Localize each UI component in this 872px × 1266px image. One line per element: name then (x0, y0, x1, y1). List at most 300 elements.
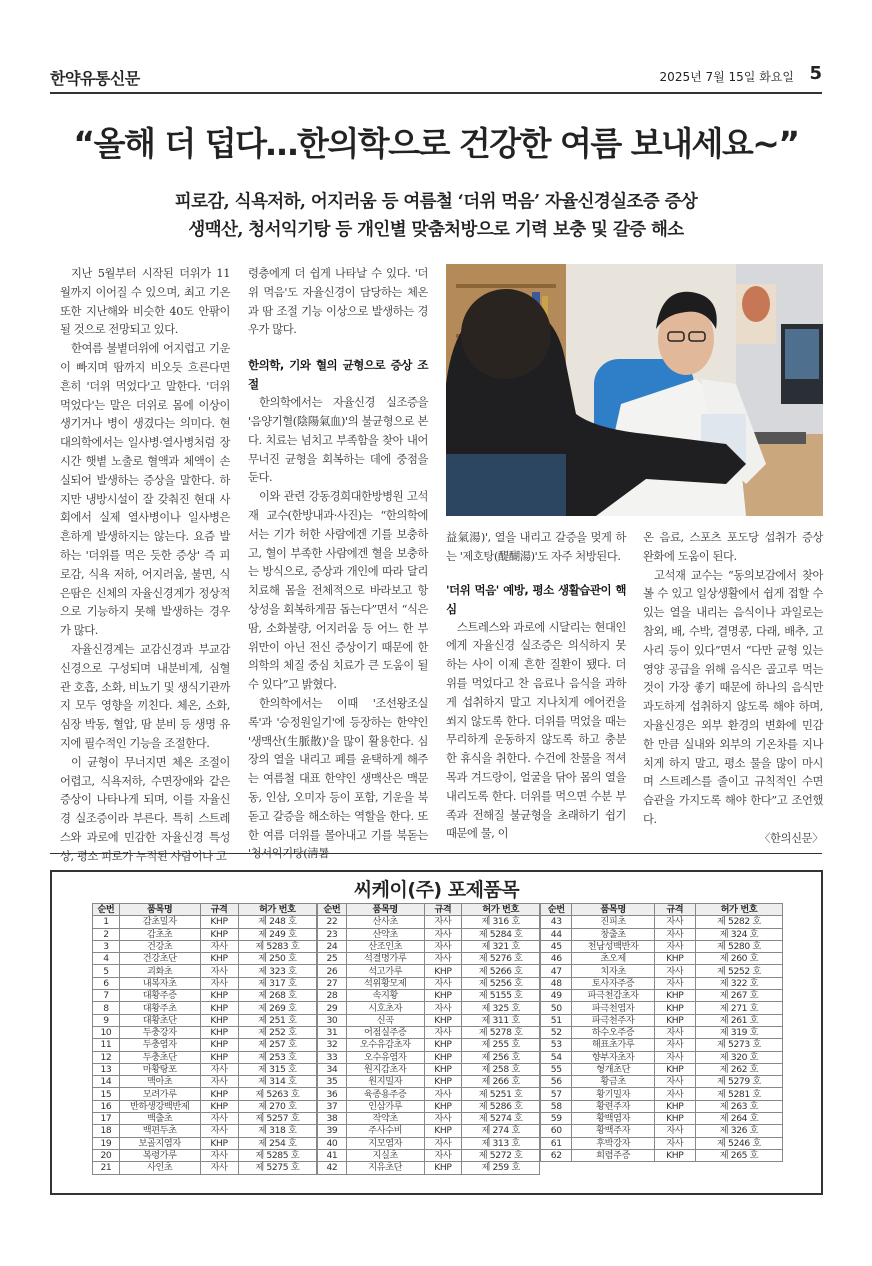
table-cell: 자사 (424, 940, 462, 952)
article-source: 〈한의신문〉 (759, 831, 823, 845)
table-cell: 감초초 (119, 928, 200, 940)
table-cell: 자사 (654, 965, 695, 977)
table-cell: 39 (318, 1125, 347, 1137)
table-cell: 20 (93, 1149, 120, 1161)
table-cell: KHP (424, 990, 462, 1002)
table-cell: 자사 (200, 965, 238, 977)
table-row (93, 1125, 317, 1137)
table-cell: 11 (93, 1039, 120, 1051)
table-cell: 38 (318, 1113, 347, 1125)
table-cell: 10 (93, 1026, 120, 1038)
table-row (541, 990, 783, 1002)
table-row (93, 953, 317, 965)
table-cell: 제 261 호 (695, 1014, 782, 1026)
table-cell: 자사 (654, 916, 695, 928)
table-row (93, 965, 317, 977)
table-cell: KHP (424, 1076, 462, 1088)
table-cell: 제 264 호 (695, 1113, 782, 1125)
table-cell: 제 5283 호 (238, 940, 316, 952)
table-row (541, 1014, 783, 1026)
table-cell: 19 (93, 1137, 120, 1149)
table-row (541, 928, 783, 940)
table-row (541, 1100, 783, 1112)
table-cell: 제 5272 호 (462, 1149, 540, 1161)
table-cell: 자사 (424, 953, 462, 965)
table-cell: 반하생강백반제 (119, 1100, 200, 1112)
table-row (318, 1113, 540, 1125)
table-cell: 62 (541, 1149, 572, 1161)
article-column-4 (643, 529, 823, 849)
table-cell: 자사 (424, 916, 462, 928)
table-row (318, 1026, 540, 1038)
table-cell: 제 315 호 (238, 1063, 316, 1075)
table-cell: 제 5263 호 (238, 1088, 316, 1100)
page-number: 5 (809, 63, 822, 84)
column-header: 허가 번호 (695, 904, 782, 916)
column-header: 순번 (93, 904, 120, 916)
paragraph: 스트레스와 과로에 시달리는 현대인에게 자율신경 실조증은 의식하지 못하는 사이 이제 흔한 질환이 됐다. 더위를 먹었다고 찬 음료나 음식을 과하게 섭취하지 말고 지나치게 에어컨을 쐬지 않도록 한다. 더위를 먹었을 때는 무리하게 운동하지 않도록 하고 충분한 휴식을 취한다. 수건에 찬물을 적셔 목과 겨드랑이, 얼굴을 닦아 몸의 열을 내리도록 한다. 더위를 먹으면 수분 부족과 전해질 불균형을 초래하기 쉽기 때문에 물, 이 (446, 620, 626, 841)
table-cell: 자사 (654, 1076, 695, 1088)
table-row (318, 990, 540, 1002)
table-cell: 제 5280 호 (695, 940, 782, 952)
table-cell: 석고가루 (346, 965, 424, 977)
table-row (93, 1039, 317, 1051)
table-cell: 13 (93, 1063, 120, 1075)
table-cell: 백편두초 (119, 1125, 200, 1137)
table-cell: 제 254 호 (238, 1137, 316, 1149)
table-cell: KHP (654, 1002, 695, 1014)
table-cell: 자사 (654, 1137, 695, 1149)
table-row (541, 1137, 783, 1149)
table-row (318, 1076, 540, 1088)
table-cell: 지모염자 (346, 1137, 424, 1149)
doctor-consultation-photo (446, 264, 823, 516)
table-cell: 제 5252 호 (695, 965, 782, 977)
table-row (318, 1063, 540, 1075)
table-cell: 자사 (200, 1125, 238, 1137)
table-cell: KHP (200, 1100, 238, 1112)
table-cell: 21 (93, 1162, 120, 1174)
table-cell: 42 (318, 1162, 347, 1174)
table-cell: 자사 (654, 940, 695, 952)
table-cell: 파극천주자 (572, 1014, 654, 1026)
table-cell: 37 (318, 1100, 347, 1112)
section-heading: '더위 먹음' 예방, 평소 생활습관이 핵심 (446, 582, 626, 616)
table-cell: 황백염자 (572, 1113, 654, 1125)
table-cell: KHP (654, 1063, 695, 1075)
table-row (93, 990, 317, 1002)
table-cell: 자사 (200, 1162, 238, 1174)
table-row (318, 1100, 540, 1112)
table-cell: 6 (93, 977, 120, 989)
table-cell: 제 266 호 (462, 1076, 540, 1088)
table-cell: 자사 (424, 928, 462, 940)
table-cell: 3 (93, 940, 120, 952)
table-row (93, 1063, 317, 1075)
table-cell: 8 (93, 1002, 120, 1014)
table-cell: 자사 (424, 977, 462, 989)
table-cell: 자사 (200, 940, 238, 952)
paragraph: 이 균형이 무너지면 체온 조절이 어렵고, 식욕저하, 수면장애와 같은 증상이 나타나게 되며, 이를 자율신경 실조증이라 부른다. 특히 스트레스와 과로에 민감한 자율신경 특성상, 평소 피로가 누적된 사람이나 고 (60, 755, 230, 863)
table-cell: 제 5273 호 (695, 1039, 782, 1051)
product-table-3 (540, 903, 783, 1162)
table-cell: KHP (424, 1051, 462, 1063)
table-row (318, 916, 540, 928)
table-cell: 보골지염자 (119, 1137, 200, 1149)
table-row (93, 1002, 317, 1014)
table-cell: 2 (93, 928, 120, 940)
paragraph: 이와 관련 강동경희대한방병원 고석재 교수(한방내과·사진)는 “한의학에서는 기가 허한 사람에겐 기를 보충하고, 혈이 부족한 사람에겐 혈을 보충하는 방식으로, 증상과 개인에 따라 달리 치료해 몸을 전체적으로 바라보고 항상성을 회복하게끔 돕는다”면서 “식은땀, 소화불량, 어지러움 등 어느 한 부위만이 아닌 전신 증상이기 때문에 한의학의 체질 중심 치료가 큰 도움이 될 수 있다”고 밝혔다. (248, 490, 428, 692)
table-cell: 제 249 호 (238, 928, 316, 940)
table-cell: 자사 (654, 977, 695, 989)
table-cell: 주사수비 (346, 1125, 424, 1137)
table-cell: KHP (200, 1014, 238, 1026)
table-cell: 진피초 (572, 916, 654, 928)
table-cell: 천남성백반자 (572, 940, 654, 952)
table-row (541, 1076, 783, 1088)
table-cell: 61 (541, 1137, 572, 1149)
column-header: 품목명 (346, 904, 424, 916)
table-cell: 자사 (200, 1113, 238, 1125)
table-row (93, 916, 317, 928)
table-cell: 시호초자 (346, 1002, 424, 1014)
table-cell: 하수오주증 (572, 1026, 654, 1038)
table-cell: 57 (541, 1088, 572, 1100)
table-row (93, 1088, 317, 1100)
table-cell: 산사초 (346, 916, 424, 928)
table-cell: 34 (318, 1063, 347, 1075)
article-column-3 (446, 529, 626, 844)
table-cell: 맥아초 (119, 1076, 200, 1088)
table-cell: 5 (93, 965, 120, 977)
table-cell: 45 (541, 940, 572, 952)
table-cell: 제 269 호 (238, 1002, 316, 1014)
table-cell: 신곡 (346, 1014, 424, 1026)
product-list-title: 씨케이(주) 포제품목 (353, 879, 520, 901)
column-header: 순번 (541, 904, 572, 916)
table-cell: 제 317 호 (238, 977, 316, 989)
table-cell: KHP (200, 1051, 238, 1063)
table-cell: 형개초단 (572, 1063, 654, 1075)
table-cell: 4 (93, 953, 120, 965)
photo-illustration (446, 264, 823, 516)
table-cell: 자사 (200, 1149, 238, 1161)
table-cell: 토사자주증 (572, 977, 654, 989)
section-heading: 한의학, 기와 혈의 균형으로 증상 조절 (248, 358, 428, 392)
table-cell: 제 5274 호 (462, 1113, 540, 1125)
table-cell: 제 311 호 (462, 1014, 540, 1026)
table-header-row (318, 904, 540, 916)
table-row (318, 1014, 540, 1026)
paragraph: 한여름 불볕더위에 어지럽고 기운이 빠지며 땀까지 비오듯 흐른다면 흔히 '더위 먹었다'고 말한다. '더위 먹었다'는 말은 더위로 몸에 이상이 생기거나 병이 생겼다는 의미다. 현대의학에서는 일사병·열사병처럼 장시간 햇볕 노출로 혈액과 체액이 손실되어 발생하는 증상을 말한다. 하지만 냉방시설이 잘 갖춰진 현대 사회에서 실제 열사병이나 일사병은 흔하게 발생하지는 않는다. 요즘 발하는 '더위를 먹은 듯한 증상' 즉 피로감, 식욕 저하, 어지러움, 불면, 식은땀은 신체의 자율신경계가 정상적으로 기능하지 못해 발생하는 경우가 많다. (60, 342, 230, 638)
table-cell: 석결명가루 (346, 953, 424, 965)
table-cell: 제 270 호 (238, 1100, 316, 1112)
table-cell: 제 318 호 (238, 1125, 316, 1137)
table-cell: 제 248 호 (238, 916, 316, 928)
table-cell: 오수유감초자 (346, 1039, 424, 1051)
table-cell: 47 (541, 965, 572, 977)
table-cell: KHP (200, 1002, 238, 1014)
table-cell: KHP (654, 1100, 695, 1112)
table-cell: 자사 (424, 1149, 462, 1161)
table-cell: 인삼가루 (346, 1100, 424, 1112)
table-cell: 모려가루 (119, 1088, 200, 1100)
table-cell: KHP (654, 990, 695, 1002)
table-row (93, 1014, 317, 1026)
subhead-1: 피로감, 식욕저하, 어지러움 등 여름철 ‘더위 먹음’ 자율신경실조증 증상 (174, 192, 698, 212)
table-cell: 원지밀자 (346, 1076, 424, 1088)
table-cell: 자사 (424, 1002, 462, 1014)
paragraph: 고석재 교수는 “동의보감에서 찾아볼 수 있고 일상생활에서 쉽게 접할 수 있는 열을 내리는 음식이나 과일로는 참외, 배, 수박, 결명콩, 다래, 배추, 고사리 등이 있다”면서 “다만 균형 있는 영양 공급을 위해 음식은 골고루 먹는 것이 가장 좋기 때문에 하나의 음식만 과도하게 섭취하지 않도록 해야 하며, 자율신경은 외부 환경의 변화에 민감한 만큼 실내와 외부의 기온차를 지나치게 하지 말고, 평소 물을 많이 마시며 스트레스를 줄이고 규칙적인 수면습관을 가지도록 해야 한다”고 조언했다. (643, 568, 823, 826)
table-cell: 황백주자 (572, 1125, 654, 1137)
table-cell: 자사 (654, 1051, 695, 1063)
table-cell: 제 265 호 (695, 1149, 782, 1161)
page-header (50, 62, 822, 94)
table-row (93, 940, 317, 952)
table-cell: 9 (93, 1014, 120, 1026)
table-row (541, 1125, 783, 1137)
table-row (541, 1026, 783, 1038)
article-column-2 (248, 265, 428, 864)
table-cell: 자사 (200, 1063, 238, 1075)
table-row (318, 1088, 540, 1100)
table-cell: 산조인초 (346, 940, 424, 952)
table-cell: KHP (424, 1063, 462, 1075)
table-cell: 제 258 호 (462, 1063, 540, 1075)
table-cell: 22 (318, 916, 347, 928)
table-cell: 건강초단 (119, 953, 200, 965)
table-cell: 석위황모제 (346, 977, 424, 989)
table-cell: 제 252 호 (238, 1026, 316, 1038)
table-cell: 오수유염자 (346, 1051, 424, 1063)
product-table-2 (317, 903, 540, 1175)
table-cell: 14 (93, 1076, 120, 1088)
table-row (318, 928, 540, 940)
table-cell: KHP (200, 1026, 238, 1038)
headline: “올해 더 덥다…한의학으로 건강한 여름 보내세요~” (73, 124, 799, 163)
table-row (318, 953, 540, 965)
column-header: 규격 (424, 904, 462, 916)
table-cell: 16 (93, 1100, 120, 1112)
table-row (318, 1162, 540, 1174)
table-cell: 15 (93, 1088, 120, 1100)
table-cell: KHP (200, 928, 238, 940)
table-cell: KHP (200, 990, 238, 1002)
table-cell: 31 (318, 1026, 347, 1038)
table-cell: 제 5286 호 (462, 1100, 540, 1112)
table-cell: 황기밀자 (572, 1088, 654, 1100)
column-header: 허가 번호 (238, 904, 316, 916)
table-cell: KHP (654, 1014, 695, 1026)
table-cell: KHP (200, 1039, 238, 1051)
table-cell: 황련주자 (572, 1100, 654, 1112)
column-header: 순번 (318, 904, 347, 916)
table-cell: 제 5155 호 (462, 990, 540, 1002)
table-row (318, 1149, 540, 1161)
table-cell: 제 271 호 (695, 1002, 782, 1014)
paragraph: 한의학에서는 자율신경 실조증을 '음양기혈(陰陽氣血)'의 불균형으로 본다. 치료는 넘치고 부족함을 찾아 내어 무너진 균형을 회복하는 데에 중점을 둔다. (248, 396, 428, 485)
table-cell: 41 (318, 1149, 347, 1161)
table-cell: 17 (93, 1113, 120, 1125)
table-cell: 향부자초자 (572, 1051, 654, 1063)
table-cell: 대황주초 (119, 1002, 200, 1014)
table-row (93, 1051, 317, 1063)
table-row (318, 977, 540, 989)
table-cell: 52 (541, 1026, 572, 1038)
table-cell: 제 5278 호 (462, 1026, 540, 1038)
table-cell: 제 316 호 (462, 916, 540, 928)
table-cell: 48 (541, 977, 572, 989)
table-row (93, 1100, 317, 1112)
table-row (93, 1137, 317, 1149)
table-cell: 작약초 (346, 1113, 424, 1125)
table-cell: 육종용주증 (346, 1088, 424, 1100)
table-cell: KHP (200, 953, 238, 965)
table-cell: 28 (318, 990, 347, 1002)
product-list-box (50, 870, 823, 1195)
paragraph: 온 음료, 스포츠 포도당 섭취가 증상 완화에 도움이 된다. (643, 531, 823, 563)
table-cell: 50 (541, 1002, 572, 1014)
table-cell: KHP (424, 1014, 462, 1026)
table-cell: 자사 (200, 977, 238, 989)
table-cell: 56 (541, 1076, 572, 1088)
table-cell: 제 274 호 (462, 1125, 540, 1137)
table-cell: 자사 (424, 1088, 462, 1100)
table-row (541, 1149, 783, 1161)
table-cell: 산약초 (346, 928, 424, 940)
table-cell: 제 250 호 (238, 953, 316, 965)
table-cell: 제 262 호 (695, 1063, 782, 1075)
table-cell: 46 (541, 953, 572, 965)
table-cell: 제 5246 호 (695, 1137, 782, 1149)
table-cell: 30 (318, 1014, 347, 1026)
table-cell: 53 (541, 1039, 572, 1051)
table-row (541, 1039, 783, 1051)
table-row (541, 953, 783, 965)
table-cell: 희렴주증 (572, 1149, 654, 1161)
table-cell: 32 (318, 1039, 347, 1051)
table-cell: 제 313 호 (462, 1137, 540, 1149)
table-cell: 속지황 (346, 990, 424, 1002)
table-cell: 58 (541, 1100, 572, 1112)
paragraph: 령층에게 더 쉽게 나타날 수 있다. '더위 먹음'도 자율신경이 담당하는 체온과 땀 조절 기능 이상으로 발생하는 경우가 많다. (248, 267, 428, 337)
table-cell: 두충강자 (119, 1026, 200, 1038)
table-header-row (93, 904, 317, 916)
column-header: 허가 번호 (462, 904, 540, 916)
table-cell: 제 5284 호 (462, 928, 540, 940)
table-cell: 두충초단 (119, 1051, 200, 1063)
table-cell: 사인초 (119, 1162, 200, 1174)
table-row (541, 965, 783, 977)
table-cell: 제 257 호 (238, 1039, 316, 1051)
table-cell: 59 (541, 1113, 572, 1125)
table-row (318, 1051, 540, 1063)
table-cell: 12 (93, 1051, 120, 1063)
table-cell: 40 (318, 1137, 347, 1149)
table-cell: 제 325 호 (462, 1002, 540, 1014)
article-column-1 (60, 265, 230, 867)
table-cell: 제 5251 호 (462, 1088, 540, 1100)
table-cell: 제 5279 호 (695, 1076, 782, 1088)
table-cell: 제 323 호 (238, 965, 316, 977)
table-cell: KHP (200, 916, 238, 928)
table-cell: 55 (541, 1063, 572, 1075)
table-cell: 복령가루 (119, 1149, 200, 1161)
table-row (93, 1149, 317, 1161)
table-row (541, 1051, 783, 1063)
issue-date: 2025년 7월 15일 화요일 (659, 70, 794, 84)
table-cell: KHP (424, 1162, 462, 1174)
table-cell: 제 5266 호 (462, 965, 540, 977)
table-cell: 황금초 (572, 1076, 654, 1088)
table-cell: 자사 (424, 1137, 462, 1149)
table-cell: 제 263 호 (695, 1100, 782, 1112)
paragraph: 한의학에서는 이때 '조선왕조실록'과 '승정원일기'에 등장하는 한약인 '생맥산(生脈散)'을 많이 활용한다. 심장의 열을 내리고 폐를 윤택하게 해주는 여름철 대표 한약인 생맥산은 맥문동, 인삼, 오미자 등이 포함, 기운을 북돋고 갈증을 해소하는 역할을 한다. 또한 여름 더위를 몰아내고 기를 북돋는 '청서익기탕(淸暑 (248, 696, 428, 861)
table-cell: 두충염자 (119, 1039, 200, 1051)
table-cell: KHP (424, 965, 462, 977)
table-cell: KHP (200, 1137, 238, 1149)
table-cell: 제 267 호 (695, 990, 782, 1002)
table-row (93, 1026, 317, 1038)
table-cell: 자사 (200, 1076, 238, 1088)
table-cell: 49 (541, 990, 572, 1002)
table-row (318, 965, 540, 977)
paragraph: 지난 5월부터 시작된 더위가 11월까지 이어질 수 있으며, 최고 기온 또한 지난해와 비슷한 40도 안팎이 될 것으로 전망되고 있다. (60, 267, 230, 337)
paragraph: 자율신경계는 교감신경과 부교감신경으로 구성되며 내분비계, 심혈관 호흡, 소화, 비뇨기 및 생식기관까지 모두 영향을 끼친다. 체온, 소화, 심장 박동, 혈압, 땀 분비 등 생명 유지에 필수적인 기능을 조절한다. (60, 642, 230, 750)
table-cell: 25 (318, 953, 347, 965)
table-cell: 제 324 호 (695, 928, 782, 940)
table-cell: 제 256 호 (462, 1051, 540, 1063)
table-cell: 백출초 (119, 1113, 200, 1125)
table-cell: KHP (424, 1100, 462, 1112)
table-cell: 제 5256 호 (462, 977, 540, 989)
table-row (541, 1113, 783, 1125)
table-cell: 자사 (654, 1088, 695, 1100)
table-cell: 제 5285 호 (238, 1149, 316, 1161)
table-cell: 27 (318, 977, 347, 989)
table-cell: 7 (93, 990, 120, 1002)
table-cell: 치자초 (572, 965, 654, 977)
table-cell: 18 (93, 1125, 120, 1137)
table-cell: 51 (541, 1014, 572, 1026)
table-row (318, 1137, 540, 1149)
table-cell: 후박강자 (572, 1137, 654, 1149)
table-row (318, 1125, 540, 1137)
table-row (93, 977, 317, 989)
newspaper-brand: 한약유통신문 (50, 69, 140, 88)
table-cell: 제 255 호 (462, 1039, 540, 1051)
table-cell: 35 (318, 1076, 347, 1088)
table-cell: 제 320 호 (695, 1051, 782, 1063)
table-cell: 괴화초 (119, 965, 200, 977)
table-row (318, 940, 540, 952)
table-cell: 26 (318, 965, 347, 977)
table-cell: KHP (424, 1039, 462, 1051)
table-cell: 자사 (654, 1026, 695, 1038)
table-row (93, 1113, 317, 1125)
table-cell: 자사 (424, 1113, 462, 1125)
table-cell: 제 251 호 (238, 1014, 316, 1026)
table-cell: 파극천염자 (572, 1002, 654, 1014)
table-cell: 건강초 (119, 940, 200, 952)
table-cell: 자사 (654, 1039, 695, 1051)
table-cell: 33 (318, 1051, 347, 1063)
table-cell: 44 (541, 928, 572, 940)
table-cell: 자사 (424, 1026, 462, 1038)
table-cell: 제 5282 호 (695, 916, 782, 928)
table-cell: 원지감초자 (346, 1063, 424, 1075)
table-cell: 23 (318, 928, 347, 940)
